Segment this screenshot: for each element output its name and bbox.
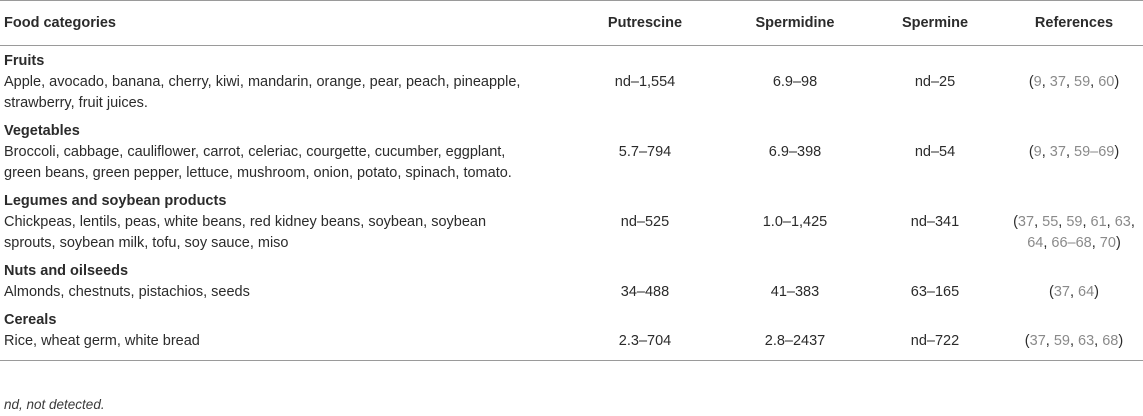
food-list-line: Almonds, chestnuts, pistachios, seeds [4,284,250,300]
reference-link[interactable]: 68 [1102,333,1119,349]
category-name: Cereals [4,312,57,328]
putrescine-value: nd–1,554 [614,74,676,90]
table-row [0,72,1143,116]
reference-punctuation: , [1091,235,1100,251]
spermine-value: nd–341 [910,214,960,230]
reference-link[interactable]: 37 [1029,333,1046,349]
spermine-value: nd–25 [914,74,956,90]
reference-link[interactable]: 37 [1017,214,1035,230]
reference-punctuation: , [1106,214,1115,230]
reference-link[interactable]: 55 [1042,214,1059,230]
reference-link[interactable]: 37 [1049,74,1066,90]
category-name: Legumes and soybean products [4,193,227,209]
reference-punctuation: , [1130,214,1135,230]
reference-punctuation: , [1043,235,1052,251]
references-cell [1005,282,1143,305]
reference-punctuation: , [1034,214,1043,230]
spermidine-value: 1.0–1,425 [762,214,828,230]
reference-punctuation: ) [1114,144,1120,160]
reference-punctuation: , [1065,144,1074,160]
category-row [0,305,1143,331]
reference-link[interactable]: 59–69 [1074,144,1115,160]
food-list-line: strawberry, fruit juices. [4,95,148,111]
food-list-cell [0,142,565,186]
reference-punctuation: , [1069,333,1079,349]
table-row [0,142,1143,186]
putrescine-value: 34–488 [620,284,670,300]
food-list-line: Chickpeas, lentils, peas, white beans, red kidney beans, soybean, soybean [4,214,487,230]
food-list-line: Apple, avocado, banana, cherry, kiwi, mandarin, orange, pear, peach, pineapple, [4,74,521,90]
reference-punctuation: ) [1094,284,1100,300]
references-cell [1005,142,1143,186]
reference-link[interactable]: 37 [1053,284,1070,300]
reference-link[interactable]: 9 [1033,74,1042,90]
reference-punctuation: , [1090,74,1099,90]
spermine-value: 63–165 [910,284,960,300]
reference-punctuation: ( [1024,333,1030,349]
header-row [0,1,1143,46]
category-name: Vegetables [4,123,80,139]
category-name: Nuts and oilseeds [4,263,129,279]
header-food-categories: Food categories [0,1,565,46]
putrescine-value: 5.7–794 [618,144,672,160]
food-list-cell [0,282,565,305]
reference-link[interactable]: 64 [1078,284,1095,300]
header-spermidine: Spermidine [725,1,865,46]
reference-punctuation: ) [1118,333,1124,349]
category-row [0,186,1143,212]
reference-link[interactable]: 63 [1078,333,1095,349]
references-line [1005,282,1143,303]
spermidine-value: 2.8–2437 [725,331,865,361]
reference-punctuation: ( [1013,214,1018,230]
reference-punctuation: ) [1115,235,1121,251]
category-name: Fruits [4,53,45,69]
spermine-value: nd–54 [914,144,956,160]
references-line [1005,72,1143,93]
table-footnote: nd, not detected. [4,397,105,412]
food-list-cell [0,72,565,116]
table-row [0,212,1143,256]
reference-punctuation: , [1065,74,1074,90]
reference-punctuation: , [1041,74,1050,90]
reference-link[interactable]: 59 [1053,333,1070,349]
references-cell [1005,331,1143,361]
putrescine-value: 2.3–704 [565,331,725,361]
table-row [0,282,1143,305]
header-spermine: Spermine [865,1,1005,46]
category-row [0,46,1143,73]
spermidine-value: 6.9–98 [772,74,818,90]
table-body [0,46,1143,361]
reference-link[interactable]: 63 [1114,214,1131,230]
reference-punctuation: , [1045,333,1054,349]
table-row [0,331,1143,361]
reference-punctuation: ( [1028,144,1034,160]
spermidine-value: 6.9–398 [768,144,822,160]
food-list-line: Broccoli, cabbage, cauliflower, carrot, celeriac, courgette, cucumber, eggplant, [4,144,506,160]
references-cell [1005,212,1143,256]
reference-punctuation: ( [1048,284,1054,300]
food-list-cell [0,331,565,361]
reference-link[interactable]: 70 [1099,235,1116,251]
reference-link[interactable]: 9 [1033,144,1042,160]
references-line [1005,142,1143,163]
reference-punctuation: ( [1028,74,1034,90]
food-list-line: sprouts, soybean milk, tofu, soy sauce, miso [4,235,289,251]
reference-link[interactable]: 60 [1098,74,1115,90]
reference-link[interactable]: 59 [1074,74,1091,90]
reference-punctuation: ) [1114,74,1120,90]
reference-link[interactable]: 66–68 [1051,235,1092,251]
references-line [1005,212,1143,233]
reference-link[interactable]: 64 [1027,235,1044,251]
header-references: References [1005,1,1143,46]
food-list-cell [0,212,565,256]
reference-punctuation: , [1069,284,1079,300]
references-cell [1005,72,1143,116]
header-putrescine: Putrescine [565,1,725,46]
reference-punctuation: , [1041,144,1050,160]
putrescine-value: nd–525 [620,214,670,230]
spermidine-value: 41–383 [770,284,820,300]
reference-link[interactable]: 37 [1049,144,1066,160]
category-row [0,116,1143,142]
reference-link[interactable]: 59 [1066,214,1083,230]
category-row [0,256,1143,282]
spermine-value: nd–722 [865,331,1005,361]
food-list-line: Rice, wheat germ, white bread [4,333,200,349]
reference-punctuation: , [1082,214,1091,230]
references-line [1005,233,1143,254]
reference-punctuation: , [1094,333,1103,349]
food-list-line: green beans, green pepper, lettuce, mushroom, onion, potato, spinach, tomato. [4,165,512,181]
references-line [1005,331,1143,352]
reference-link[interactable]: 61 [1090,214,1107,230]
reference-punctuation: , [1058,214,1067,230]
